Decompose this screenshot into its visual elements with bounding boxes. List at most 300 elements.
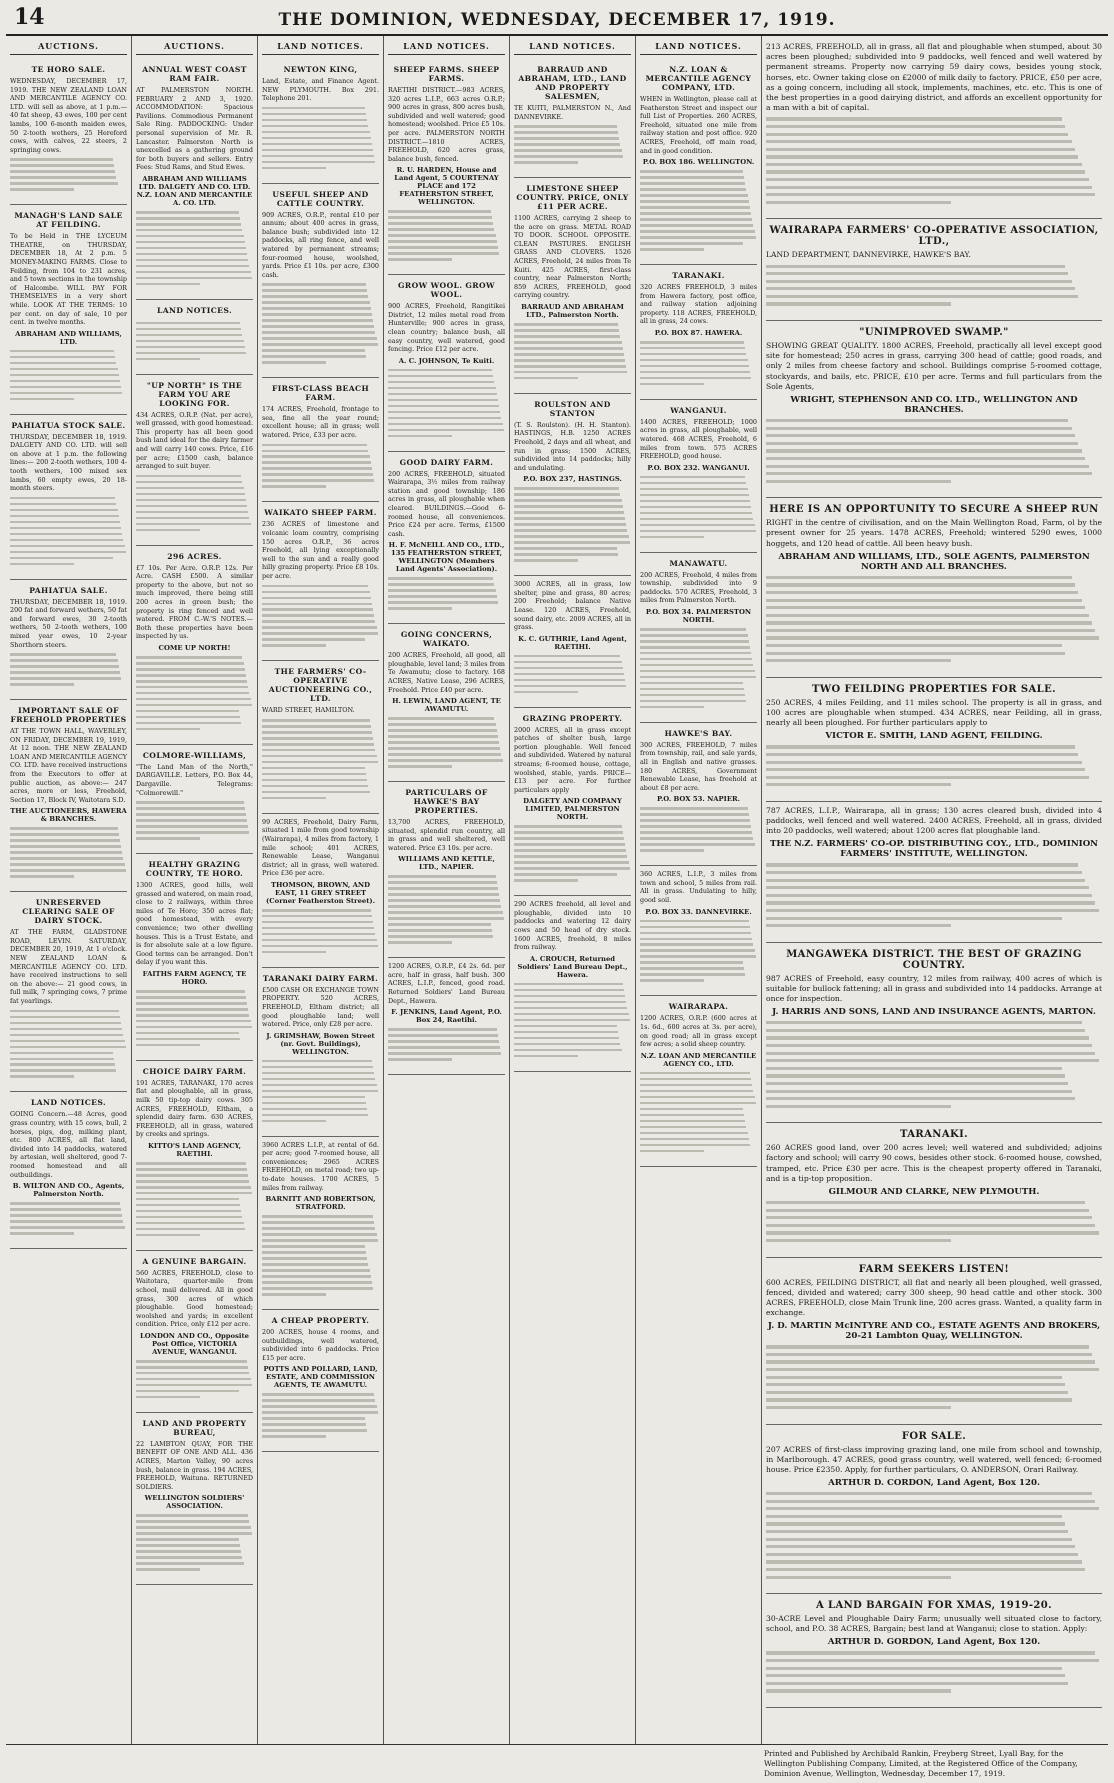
- text-line: [10, 539, 123, 542]
- text-line: [640, 218, 752, 221]
- text-line: [262, 1293, 326, 1296]
- text-line: [766, 133, 1068, 136]
- ad-title: GROW WOOL. GROW WOOL.: [398, 281, 495, 300]
- text-line: [10, 392, 122, 395]
- text-line: [640, 843, 755, 846]
- column-6: [636, 36, 762, 1744]
- text-line: [136, 1222, 244, 1225]
- text-line: [514, 1007, 627, 1010]
- text-line: [640, 700, 746, 703]
- text-line: [262, 737, 373, 740]
- text-line: [262, 785, 368, 788]
- advertisement: [514, 178, 631, 394]
- text-line: [388, 729, 497, 732]
- ad-agent: WILLIAMS AND KETTLE, LTD., NAPIER.: [398, 855, 495, 872]
- text-line: [262, 1066, 373, 1069]
- text-line: [640, 1126, 746, 1129]
- ad-title: TARANAKI.: [672, 270, 725, 280]
- text-line: [388, 583, 494, 586]
- ad-agent: P.O. BOX 87. HAWERA.: [654, 328, 743, 337]
- text-line: [766, 302, 951, 305]
- text-line: [766, 917, 1062, 920]
- text-line: [10, 1075, 74, 1078]
- ad-agent: P.O. BOX 53. NAPIER.: [656, 795, 741, 804]
- text-line: [766, 1545, 1075, 1548]
- small-print: [262, 1056, 379, 1130]
- text-line: [10, 851, 122, 854]
- advertisement: [262, 1137, 379, 1310]
- small-print: [766, 261, 1102, 314]
- text-line: [262, 1281, 372, 1284]
- text-line: [514, 679, 625, 682]
- text-line: [766, 1492, 1092, 1495]
- text-line: [10, 1232, 74, 1235]
- text-line: [514, 685, 626, 688]
- text-line: [136, 1520, 249, 1523]
- text-line: [766, 1515, 1062, 1518]
- small-print: [766, 1647, 1102, 1700]
- advertisement: [10, 700, 127, 892]
- ad-title: ROULSTON AND STANTON: [534, 399, 611, 418]
- advertisement: [766, 678, 1102, 802]
- text-line: [10, 1063, 115, 1066]
- ad-title: PARTICULARS OF HAWKE'S BAY PROPERTIES.: [405, 788, 488, 816]
- text-line: [514, 673, 624, 676]
- text-line: [262, 1078, 375, 1081]
- text-line: [514, 995, 625, 998]
- text-line: [640, 200, 749, 203]
- ad-title: TE HORO SALE.: [31, 65, 106, 74]
- text-line: [10, 563, 74, 566]
- text-line: [388, 917, 504, 920]
- ad-agent: POTTS AND POLLARD, LAND, ESTATE, AND COMMISSION AGENTS, TE AWAMUTU.: [263, 1365, 378, 1390]
- ad-agent: THE AUCTIONEERS, HAWERA & BRANCHES.: [10, 807, 127, 824]
- advertisement: [766, 219, 1102, 321]
- ad-body: 200 ACRES, Freehold, all good, all ploughable, level land; 3 miles from Te Awamutu; close to factory. 168 ACRES, Native Lease, 296 ACRES, Freehold. Price £40 per acre.: [388, 651, 505, 694]
- text-line: [262, 485, 326, 488]
- text-line: [10, 1069, 116, 1072]
- text-line: [514, 849, 626, 852]
- advertisement: [640, 723, 757, 866]
- text-line: [136, 698, 251, 701]
- advertisement: [262, 968, 379, 1137]
- advertisement: [262, 502, 379, 661]
- text-line: [388, 893, 499, 896]
- ad-body: £500 CASH OR EXCHANGE TOWN PROPERTY. 520 ACRES, FREEHOLD, Eltham district; all good ploughable land; well watered. Price, only £28 per acre.: [262, 985, 379, 1029]
- text-line: [262, 620, 375, 623]
- text-line: [10, 374, 119, 377]
- text-line: [136, 1526, 251, 1529]
- text-line: [640, 652, 751, 655]
- column-heading: LAND NOTICES.: [388, 38, 505, 55]
- text-line: [640, 837, 753, 840]
- advertisement: [514, 708, 631, 897]
- text-line: [136, 1020, 251, 1023]
- text-line: [136, 340, 244, 343]
- advertisement: [766, 321, 1102, 498]
- text-line: [262, 1084, 377, 1087]
- ad-title: HAWKE'S BAY.: [664, 728, 733, 738]
- text-line: [262, 361, 326, 364]
- text-line: [514, 329, 619, 332]
- small-print: [136, 318, 253, 368]
- text-line: [766, 163, 1082, 166]
- text-line: [262, 167, 326, 170]
- ad-title: LAND AND PROPERTY BUREAU,: [142, 1418, 247, 1437]
- small-print: [136, 986, 253, 1054]
- text-line: [262, 137, 371, 140]
- ad-agent: R. U. HARDEN, House and Land Agent, 5 COURTENAY PLACE and 172 FEATHERSTON STREET, WELLINGTON.: [394, 166, 499, 207]
- text-line: [514, 347, 623, 350]
- text-line: [136, 334, 242, 337]
- text-line: [640, 1108, 743, 1111]
- small-print: [10, 154, 127, 198]
- text-line: [136, 487, 244, 490]
- text-line: [262, 301, 370, 304]
- ad-body: 260 ACRES good land, over 200 acres level; well watered and subdivided; adjoins factory and school; will carry 90 cows, besides other stock. 6-roomed house, cowshed, tramped, etc. Price £30 per acre. This is the cheapest property offered in Taranaki, and is a tip-top proposition.: [766, 1143, 1102, 1183]
- text-line: [766, 583, 1075, 586]
- text-line: [136, 807, 245, 810]
- text-line: [136, 1234, 200, 1237]
- text-line: [766, 140, 1072, 143]
- text-line: [388, 923, 491, 926]
- ad-body: 191 ACRES, TARANAKI, 170 acres flat and ploughable, all in grass, milk 50 tip-top dairy cows. 305 ACRES, FREEHOLD, Eltham, a splendid dairy farm. 630 ACRES, FREEHOLD, all in grass, watered by creeks and springs.: [136, 1078, 253, 1139]
- text-line: [10, 164, 114, 167]
- text-line: [514, 517, 625, 520]
- text-line: [262, 107, 365, 110]
- advertisement: [136, 300, 253, 375]
- ad-agent: N.Z. LOAN AND MERCANTILE AGENCY CO., LTD.: [640, 1051, 757, 1068]
- text-line: [262, 761, 378, 764]
- small-print: [262, 581, 379, 655]
- text-line: [514, 323, 618, 326]
- text-line: [10, 671, 120, 674]
- text-line: [136, 1204, 240, 1207]
- text-line: [388, 589, 496, 592]
- text-line: [640, 512, 752, 515]
- text-line: [514, 1043, 620, 1046]
- text-line: [262, 1233, 377, 1236]
- text-line: [262, 603, 372, 606]
- small-print: [136, 471, 253, 539]
- small-print: [10, 1198, 127, 1242]
- ad-title: HEALTHY GRAZING COUNTRY, TE HORO.: [145, 860, 244, 879]
- text-line: [262, 343, 378, 346]
- printer-imprint: Printed and Published by Archibald Rankin, Freyberg Street, Lyall Bay, for the Wellington Publishing Company, Limited, at the Registered Office of the Company, Dominion Avenue, Wellington, Wednesday, December 17, 1919.: [764, 1749, 1078, 1778]
- text-line: [262, 1263, 368, 1266]
- ad-title: MANAGH'S LAND SALE AT FEILDING.: [14, 211, 123, 230]
- text-line: [766, 1406, 951, 1409]
- text-line: [388, 929, 492, 932]
- text-line: [640, 1096, 755, 1099]
- text-line: [388, 210, 491, 213]
- text-line: [514, 505, 623, 508]
- text-line: [640, 341, 744, 344]
- ad-title: N.Z. LOAN & MERCANTILE AGENCY COMPANY, LTD.: [645, 65, 752, 92]
- advertisement: [766, 1123, 1102, 1257]
- advertisement: [766, 1258, 1102, 1425]
- text-line: [262, 307, 371, 310]
- text-line: [136, 1162, 246, 1165]
- text-line: [136, 1532, 252, 1535]
- text-line: [262, 909, 371, 912]
- text-line: [640, 212, 751, 215]
- text-line: [766, 1398, 1072, 1401]
- ad-body: "The Land Man of the North," DARGAVILLE. Letters, P.O. Box 44, Dargaville. Telegrams: "Colmorewill.": [136, 762, 253, 797]
- ad-body: 360 ACRES, L.I.P., 3 miles from town and school, 5 miles from rail. All in grass. Undulating to hilly, good soil.: [640, 870, 757, 904]
- text-line: [766, 1036, 1089, 1039]
- text-line: [136, 1550, 241, 1553]
- text-line: [262, 1275, 371, 1278]
- text-line: [262, 355, 366, 358]
- text-line: [640, 359, 748, 362]
- text-line: [766, 1576, 951, 1579]
- text-line: [514, 493, 620, 496]
- text-line: [262, 155, 374, 158]
- text-line: [136, 1216, 242, 1219]
- ad-agent: H. F. McNEILL AND CO., LTD., 135 FEATHERSTON STREET, WELLINGTON (Members Land Agents' Association).: [388, 541, 505, 574]
- text-line: [514, 837, 624, 840]
- text-line: [640, 371, 750, 374]
- ad-body: 300 ACRES, FREEHOLD, 7 miles from township, rail, and sale yards, all in English and native grasses. 180 ACRES, Government Renewable Lease, has freehold at about £8 per acre.: [640, 740, 757, 792]
- text-line: [388, 1046, 500, 1049]
- text-line: [136, 1372, 249, 1375]
- text-line: [136, 322, 240, 325]
- text-line: [136, 1014, 249, 1017]
- text-line: [136, 493, 245, 496]
- ad-title: GOING CONCERNS, WAIKATO.: [400, 630, 493, 649]
- small-print: [766, 1488, 1102, 1587]
- text-line: [514, 487, 619, 490]
- text-line: [262, 1060, 372, 1063]
- text-line: [766, 901, 1095, 904]
- text-line: [766, 745, 1075, 748]
- text-line: [388, 258, 452, 261]
- text-line: [136, 499, 246, 502]
- text-line: [262, 1423, 366, 1426]
- text-line: [640, 819, 750, 822]
- text-line: [136, 831, 249, 834]
- text-line: [10, 1016, 120, 1019]
- text-line: [10, 683, 74, 686]
- text-line: [10, 1028, 122, 1031]
- text-line: [514, 867, 630, 870]
- text-line: [10, 350, 114, 353]
- small-print: [10, 823, 127, 885]
- text-line: [766, 1201, 1085, 1204]
- text-line: [10, 380, 120, 383]
- text-line: [10, 509, 118, 512]
- ad-agent: P.O. BOX 33. DANNEVIRKE.: [645, 907, 752, 916]
- text-line: [766, 170, 1085, 173]
- ad-title: A CHEAP PROPERTY.: [271, 1315, 370, 1325]
- text-line: [766, 1224, 1095, 1227]
- text-line: [514, 131, 618, 134]
- text-line: [640, 536, 704, 539]
- text-line: [262, 767, 365, 770]
- small-print: [262, 1389, 379, 1445]
- text-line: [766, 636, 1099, 639]
- column-4: [384, 36, 510, 1744]
- text-line: [640, 494, 749, 497]
- text-line: [388, 1058, 452, 1061]
- text-line: [766, 1659, 1099, 1662]
- ad-title: LAND NOTICES.: [30, 1098, 107, 1108]
- text-line: [10, 1220, 123, 1223]
- ad-title: MANAWATU.: [669, 558, 728, 568]
- text-line: [766, 1522, 1065, 1525]
- text-line: [136, 481, 242, 484]
- ad-body: 987 ACRES of Freehold, easy country, 12 miles from railway, 400 acres of which is suitable for bullock fattening; all in grass and subdivided into 14 paddocks. Arrange at once for inspection.: [766, 973, 1102, 1004]
- text-line: [136, 1210, 241, 1213]
- text-line: [136, 837, 200, 840]
- ad-title: WANGANUI.: [670, 405, 727, 415]
- text-line: [640, 932, 751, 935]
- text-line: [10, 677, 121, 680]
- text-line: [136, 1396, 200, 1399]
- text-line: [766, 1105, 951, 1108]
- ad-title: GRAZING PROPERTY.: [522, 713, 623, 723]
- text-line: [514, 691, 578, 694]
- text-line: [262, 444, 367, 447]
- text-line: [388, 423, 503, 426]
- advertisement: [640, 400, 757, 553]
- ad-title: LAND NOTICES.: [156, 305, 233, 315]
- text-line: [10, 386, 121, 389]
- text-line: [262, 644, 326, 647]
- text-line: [766, 419, 1068, 422]
- text-line: [766, 1651, 1095, 1654]
- advertisement: [640, 59, 757, 265]
- text-line: [388, 246, 498, 249]
- text-line: [514, 541, 630, 544]
- text-line: [262, 331, 375, 334]
- text-line: [262, 325, 374, 328]
- text-line: [262, 1096, 365, 1099]
- text-line: [10, 1034, 123, 1037]
- text-line: [640, 530, 756, 533]
- text-line: [136, 1180, 249, 1183]
- ad-body: 1100 ACRES, carrying 2 sheep to the acre on grass. METAL ROAD TO DOOR. SCHOOL OPPOSITE. CLEAN PASTURES. ENGLISH GRASS AND CLOVERS. 1526 ACRES, Freehold, 24 miles from Te Kuiti. 425 ACRES, first-class country, near Palmerston North; 859 ACRES, FREEHOLD, good carrying country.: [514, 214, 631, 300]
- ad-body: 1200 ACRES, O.R.P. (600 acres at 1s. 6d., 600 acres at 3s. per acre), on good road; all in grass except few acres; a solid sheep country.: [640, 1014, 757, 1049]
- text-line: [136, 346, 245, 349]
- text-line: [766, 599, 1082, 602]
- text-line: [10, 521, 120, 524]
- text-line: [514, 983, 623, 986]
- text-line: [640, 694, 745, 697]
- small-print: [640, 1068, 757, 1160]
- advertisement: [640, 866, 757, 996]
- text-line: [136, 1384, 252, 1387]
- text-line: [262, 1120, 326, 1123]
- text-line: [388, 393, 497, 396]
- text-line: [514, 371, 627, 374]
- advertisement: [10, 205, 127, 414]
- text-line: [640, 676, 756, 679]
- text-line: [514, 137, 619, 140]
- text-line: [136, 1002, 247, 1005]
- text-line: [136, 722, 241, 725]
- text-line: [640, 242, 743, 245]
- text-line: [262, 779, 367, 782]
- small-print: [640, 916, 757, 990]
- text-line: [766, 117, 1062, 120]
- text-line: [262, 161, 375, 164]
- text-line: [514, 1001, 626, 1004]
- text-line: [766, 1383, 1065, 1386]
- text-line: [10, 875, 74, 878]
- text-line: [136, 475, 241, 478]
- text-line: [388, 1040, 499, 1043]
- ad-agent: P.O. BOX 34. PALMERSTON NORTH.: [645, 607, 752, 624]
- text-line: [514, 149, 622, 152]
- advertisement: [136, 1061, 253, 1251]
- text-line: [262, 1227, 375, 1230]
- text-line: [766, 1553, 1078, 1556]
- small-print: [388, 573, 505, 617]
- small-print: [766, 859, 1102, 935]
- ad-agent: B. WILTON AND CO., Agents, Palmerston North.: [12, 1182, 125, 1199]
- text-line: [136, 328, 241, 331]
- ad-agent: J. D. MARTIN McINTYRE AND CO., ESTATE AGENTS AND BROKERS, 20-21 Lambton Quay, WELLINGTON.: [767, 1321, 1101, 1342]
- text-line: [136, 710, 239, 713]
- text-line: [640, 831, 752, 834]
- text-line: [766, 1044, 1092, 1047]
- text-line: [640, 476, 745, 479]
- ad-title: 296 ACRES.: [167, 551, 222, 561]
- text-line: [640, 230, 755, 233]
- text-line: [766, 125, 1065, 128]
- ad-body: LAND DEPARTMENT, DANNEVIRKE, HAWKE'S BAY.: [766, 250, 971, 260]
- text-line: [514, 1031, 618, 1034]
- text-line: [388, 1052, 501, 1055]
- text-line: [640, 664, 753, 667]
- text-line: [388, 881, 497, 884]
- advertisement: [388, 59, 505, 275]
- ad-body: AT PALMERSTON NORTH. FEBRUARY 2 AND 3, 1920. ACCOMMODATION: Spacious Pavilions. Commodious Permanent Sale Ring. PADDOCKING: Under personal supervision of Mr. R. Lancaster. Palmerston North is unexcelled as a gathering ground for both buyers and sellers. Entry Fees: Stud Rams, and Stud Ewes.: [136, 86, 253, 172]
- ad-title: A LAND BARGAIN FOR XMAS, 1919-20.: [815, 1600, 1053, 1612]
- text-line: [388, 387, 496, 390]
- text-line: [640, 979, 704, 982]
- column-1: [6, 36, 132, 1744]
- small-print: [766, 1017, 1102, 1116]
- text-line: [766, 272, 1068, 275]
- ad-body: 13,700 ACRES, FREEHOLD, situated, splendid run country, all in grass and well sheltered, well watered. Price £3 10s. per acre.: [388, 818, 505, 852]
- text-line: [10, 1202, 120, 1205]
- text-line: [388, 234, 496, 237]
- ad-agent: J. GRIMSHAW, Bowen Street (nr. Govt. Buildings), WELLINGTON.: [266, 1031, 375, 1056]
- text-line: [640, 353, 746, 356]
- ad-body: 3000 ACRES, all in grass, low shelter, pine and grass, 80 acres; 200 Freehold; balance Native Lease. 120 ACRES, Freehold, sound dairy, etc. 2009 ACRES, all in grass.: [514, 580, 631, 632]
- columns: [6, 36, 1108, 1745]
- text-line: [262, 591, 370, 594]
- text-line: [514, 377, 578, 380]
- text-line: [136, 229, 242, 232]
- text-line: [766, 621, 1092, 624]
- ad-agent: WRIGHT, STEPHENSON AND CO. LTD., WELLINGTON AND BRANCHES.: [790, 395, 1078, 416]
- text-line: [262, 1257, 367, 1260]
- text-line: [10, 497, 115, 500]
- text-line: [514, 143, 620, 146]
- text-line: [640, 347, 745, 350]
- text-line: [640, 658, 752, 661]
- small-print: [640, 803, 757, 859]
- ad-body: RIGHT in the centre of civilisation, and on the Main Wellington Road, Farm, ol by the present owner for 25 years. 1478 ACRES, Freehold; wintered 5290 ewes, 1000 hoggets, and 120 head of cattle. All been heavy bush.: [766, 518, 1102, 548]
- ad-title: HERE IS AN OPPORTUNITY TO SECURE A SHEEP RUN: [769, 504, 1099, 516]
- text-line: [640, 1102, 756, 1105]
- text-line: [766, 1674, 1065, 1677]
- text-line: [136, 1174, 248, 1177]
